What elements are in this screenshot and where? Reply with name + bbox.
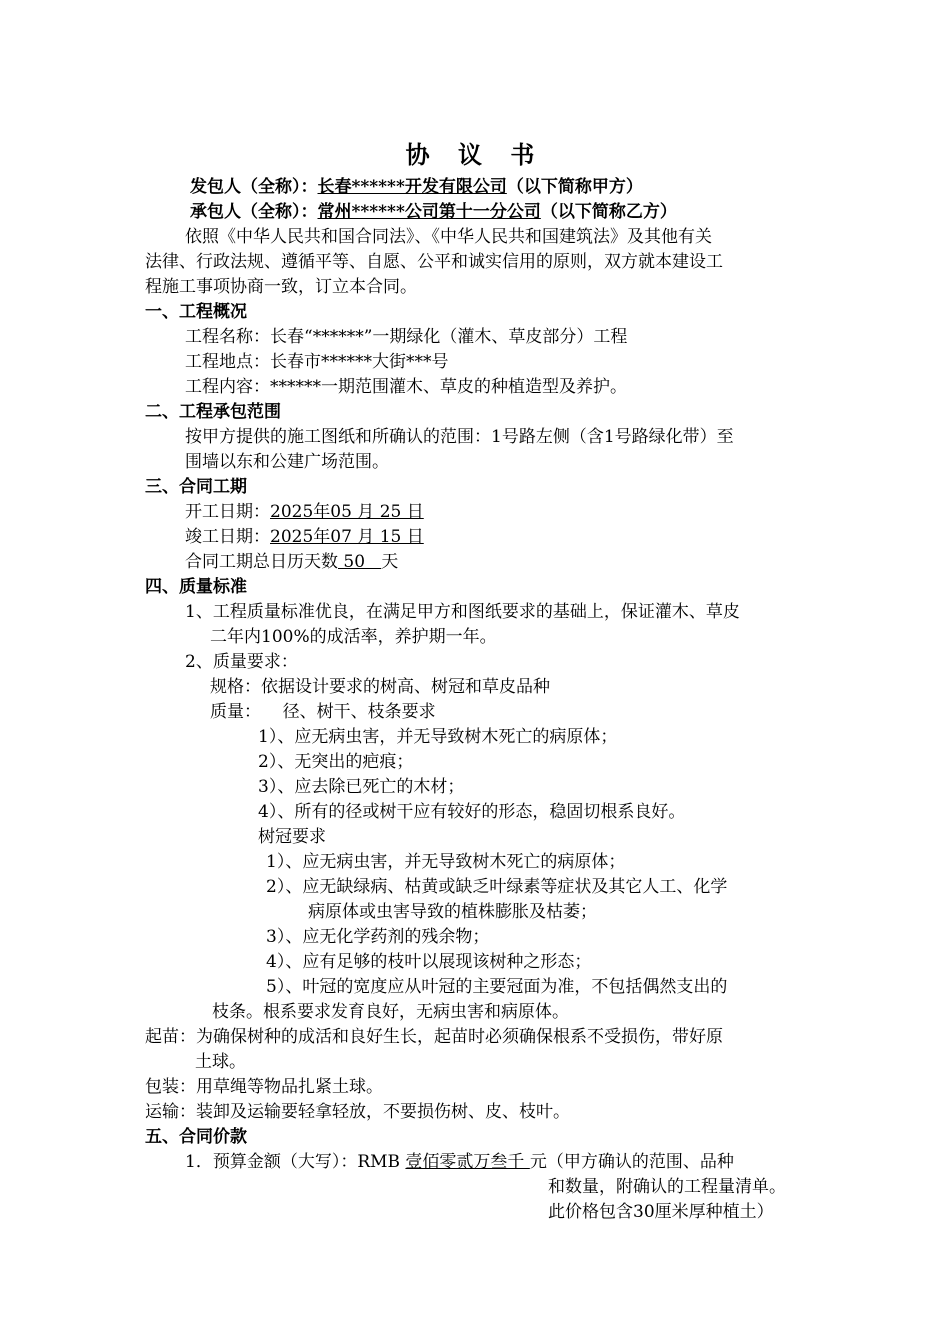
lifting-line-cont: 土球。	[195, 1052, 246, 1072]
section-heading-quality: 四、质量标准	[145, 577, 247, 597]
start-date-label: 开工日期：	[185, 502, 270, 522]
price-line	[185, 1150, 734, 1174]
party-a-label: 发包人（全称）：	[190, 177, 318, 197]
price-label: 1．预算金额（大写）：RMB	[185, 1152, 406, 1172]
project-name: 工程名称：长春“******”一期绿化（灌木、草皮部分）工程	[185, 327, 628, 347]
party-a-line	[190, 175, 643, 199]
lifting-line: 起苗：为确保树种的成活和良好生长，起苗时必须确保根系不受损伤，带好原	[145, 1027, 723, 1047]
quality-line: 质量： 径、树干、枝条要求	[210, 702, 436, 722]
crown-req-cont: 枝条。根系要求发育良好，无病虫害和病原体。	[212, 1002, 569, 1022]
trunk-req: 4）、所有的径或树干应有较好的形态，稳固切根系良好。	[258, 802, 686, 822]
crown-req: 4）、应有足够的枝叶以展现该树种之形态；	[266, 952, 592, 972]
transport-line: 运输：装卸及运输要轻拿轻放，不要损伤树、皮、枝叶。	[145, 1102, 570, 1122]
trunk-req: 1）、应无病虫害，并无导致树木死亡的病原体；	[258, 727, 618, 747]
crown-heading: 树冠要求	[258, 827, 326, 847]
end-date-value: 2025年07 月 15 日	[270, 527, 424, 547]
end-date-label: 竣工日期：	[185, 527, 270, 547]
spec-line: 规格：依据设计要求的树高、树冠和草皮品种	[210, 677, 550, 697]
party-b-name: 常州******公司第十一分公司	[317, 202, 541, 222]
party-b-suffix: （以下简称乙方）	[540, 202, 677, 222]
preamble-line: 依照《中华人民共和国合同法》、《中华人民共和国建筑法》及其他有关	[185, 227, 712, 247]
party-a-name: 长春******开发有限公司	[317, 177, 507, 197]
section-heading-period: 三、合同工期	[145, 477, 247, 497]
end-date-line	[185, 525, 424, 549]
price-value: 壹佰零贰万叁千	[405, 1152, 530, 1172]
party-b-label: 承包人（全称）：	[190, 202, 318, 222]
total-days-unit: 天	[381, 552, 399, 572]
start-date-line	[185, 500, 424, 524]
section-heading-scope: 二、工程承包范围	[145, 402, 281, 422]
total-days-line	[185, 550, 398, 574]
quality-item-1-cont: 二年内100%的成活率，养护期一年。	[210, 627, 497, 647]
scope-line: 围墙以东和公建广场范围。	[185, 452, 389, 472]
preamble-line: 法律、行政法规、遵循平等、自愿、公平和诚实信用的原则，双方就本建设工	[145, 252, 723, 272]
crown-req: 1）、应无病虫害，并无导致树木死亡的病原体；	[266, 852, 626, 872]
trunk-req: 2）、无突出的疤痕；	[258, 752, 414, 772]
section-heading-overview: 一、工程概况	[145, 302, 247, 322]
scope-line: 按甲方提供的施工图纸和所确认的范围：1号路左侧（含1号路绿化带）至	[185, 427, 734, 447]
quality-item-2: 2、质量要求：	[185, 652, 298, 672]
crown-req: 5）、叶冠的宽度应从叶冠的主要冠面为准，不包括偶然支出的	[266, 977, 728, 997]
crown-req: 2）、应无缺绿病、枯黄或缺乏叶绿素等症状及其它人工、化学	[266, 877, 728, 897]
price-cont: 此价格包含30厘米厚种植土）	[548, 1202, 774, 1222]
project-content: 工程内容：******一期范围灌木、草皮的种植造型及养护。	[185, 377, 627, 397]
crown-req-cont: 病原体或虫害导致的植株膨胀及枯萎；	[308, 902, 597, 922]
price-cont: 和数量，附确认的工程量清单。	[548, 1177, 786, 1197]
packing-line: 包装：用草绳等物品扎紧土球。	[145, 1077, 383, 1097]
trunk-req: 3）、应去除已死亡的木材；	[258, 777, 465, 797]
party-a-suffix: （以下简称甲方）	[506, 177, 643, 197]
total-days-value: 50	[338, 552, 382, 572]
project-location: 工程地点：长春市******大街***号	[185, 352, 449, 372]
total-days-label: 合同工期总日历天数	[185, 552, 338, 572]
party-b-line	[190, 200, 677, 224]
price-suffix: 元（甲方确认的范围、品种	[529, 1152, 734, 1172]
document-title: 协 议 书	[405, 140, 545, 169]
quality-item-1: 1、工程质量标准优良，在满足甲方和图纸要求的基础上，保证灌木、草皮	[185, 602, 740, 622]
start-date-value: 2025年05 月 25 日	[270, 502, 424, 522]
section-heading-price: 五、合同价款	[145, 1127, 247, 1147]
crown-req: 3）、应无化学药剂的残余物；	[266, 927, 490, 947]
preamble-line: 程施工事项协商一致，订立本合同。	[145, 277, 417, 297]
